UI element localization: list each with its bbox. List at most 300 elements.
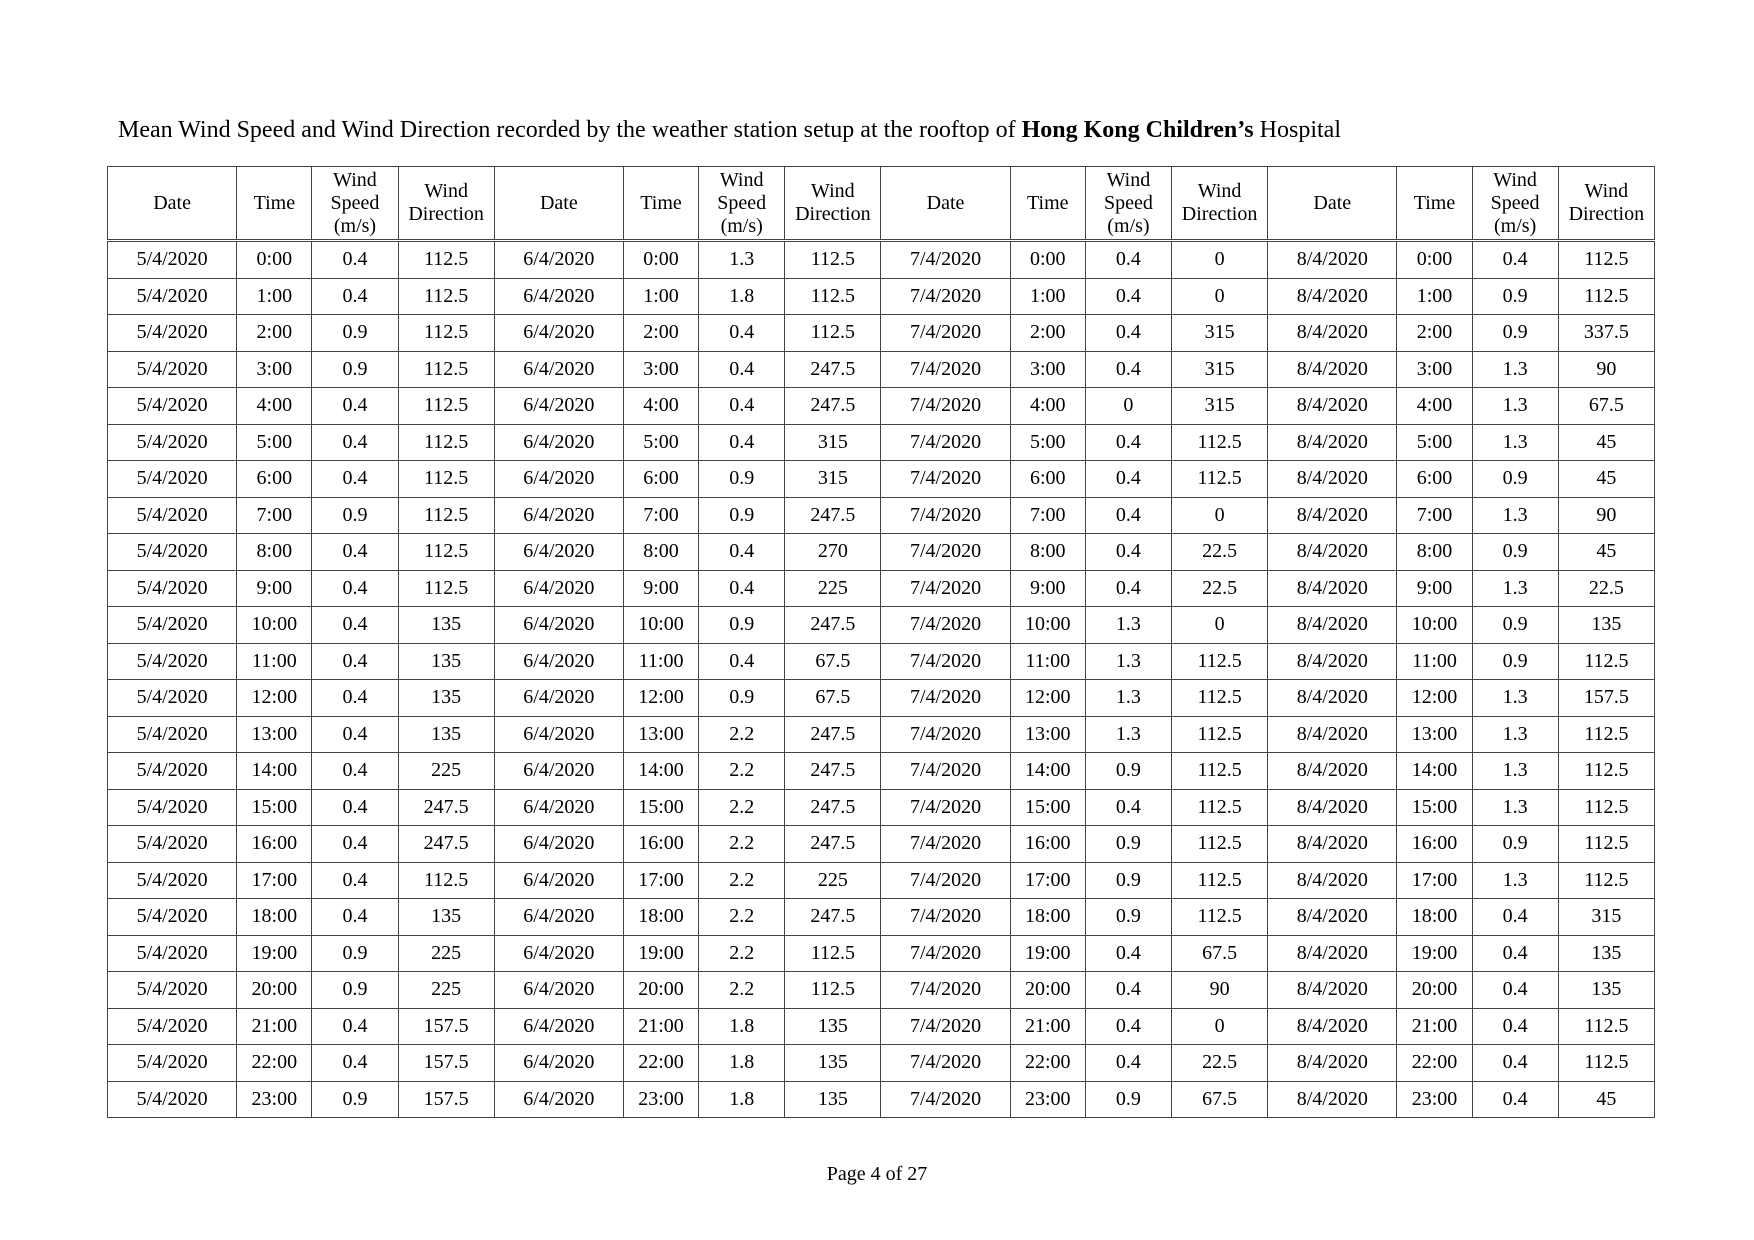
- title-suffix: Hospital: [1253, 117, 1341, 143]
- table-cell: 315: [1558, 899, 1654, 936]
- table-cell: 6/4/2020: [494, 1081, 623, 1118]
- table-cell: 5/4/2020: [108, 1008, 237, 1045]
- table-row: [108, 862, 1655, 899]
- table-cell: 112.5: [785, 315, 881, 352]
- table-cell: 112.5: [1171, 826, 1267, 863]
- table-cell: 4:00: [237, 388, 312, 425]
- table-cell: 2.2: [699, 862, 785, 899]
- table-cell: 0.9: [1085, 1081, 1171, 1118]
- table-row: [108, 935, 1655, 972]
- table-cell: 0.4: [312, 1045, 398, 1082]
- table-cell: 2.2: [699, 753, 785, 790]
- table-cell: 157.5: [398, 1008, 494, 1045]
- table-cell: 135: [398, 680, 494, 717]
- table-cell: 2:00: [1010, 315, 1085, 352]
- table-cell: 11:00: [237, 643, 312, 680]
- table-cell: 7:00: [1397, 497, 1472, 534]
- table-row: [108, 241, 1655, 279]
- table-cell: 112.5: [398, 497, 494, 534]
- table-row: [108, 753, 1655, 790]
- table-cell: 112.5: [1171, 461, 1267, 498]
- table-cell: 112.5: [1171, 753, 1267, 790]
- table-row: [108, 789, 1655, 826]
- table-cell: 0.9: [312, 1081, 398, 1118]
- table-cell: 112.5: [1171, 789, 1267, 826]
- table-cell: 1:00: [1010, 278, 1085, 315]
- table-cell: 1.8: [699, 1081, 785, 1118]
- table-cell: 1:00: [623, 278, 698, 315]
- table-cell: 17:00: [623, 862, 698, 899]
- table-cell: 4:00: [623, 388, 698, 425]
- table-cell: 5/4/2020: [108, 899, 237, 936]
- table-cell: 7/4/2020: [881, 388, 1010, 425]
- table-cell: 0: [1171, 278, 1267, 315]
- table-cell: 11:00: [1397, 643, 1472, 680]
- table-cell: 0: [1085, 388, 1171, 425]
- table-cell: 247.5: [785, 351, 881, 388]
- table-cell: 0.4: [312, 424, 398, 461]
- table-cell: 6/4/2020: [494, 935, 623, 972]
- table-cell: 247.5: [785, 716, 881, 753]
- table-cell: 7/4/2020: [881, 862, 1010, 899]
- table-cell: 6:00: [1010, 461, 1085, 498]
- table-cell: 8/4/2020: [1268, 789, 1397, 826]
- table-cell: 5/4/2020: [108, 1045, 237, 1082]
- table-cell: 5/4/2020: [108, 388, 237, 425]
- table-cell: 23:00: [623, 1081, 698, 1118]
- table-cell: 0.9: [1472, 607, 1558, 644]
- table-row: [108, 497, 1655, 534]
- table-cell: 1:00: [1397, 278, 1472, 315]
- column-header: Wind Direction: [398, 167, 494, 241]
- column-header: Date: [881, 167, 1010, 241]
- table-cell: 1.8: [699, 1008, 785, 1045]
- table-cell: 112.5: [1558, 643, 1654, 680]
- table-cell: 3:00: [237, 351, 312, 388]
- table-cell: 22.5: [1171, 570, 1267, 607]
- table-cell: 0.4: [312, 826, 398, 863]
- table-cell: 6/4/2020: [494, 972, 623, 1009]
- table-cell: 3:00: [1010, 351, 1085, 388]
- table-cell: 112.5: [1558, 826, 1654, 863]
- table-cell: 16:00: [1010, 826, 1085, 863]
- table-cell: 0.4: [312, 570, 398, 607]
- table-cell: 0.9: [312, 972, 398, 1009]
- table-cell: 0.4: [312, 680, 398, 717]
- table-cell: 6/4/2020: [494, 1045, 623, 1082]
- table-cell: 0.4: [1085, 278, 1171, 315]
- table-cell: 0.9: [312, 497, 398, 534]
- table-cell: 7/4/2020: [881, 497, 1010, 534]
- table-cell: 5/4/2020: [108, 716, 237, 753]
- table-cell: 112.5: [398, 241, 494, 279]
- table-cell: 20:00: [1010, 972, 1085, 1009]
- table-cell: 225: [398, 753, 494, 790]
- table-cell: 0.4: [1085, 315, 1171, 352]
- table-cell: 8/4/2020: [1268, 607, 1397, 644]
- table-cell: 225: [398, 972, 494, 1009]
- table-row: [108, 461, 1655, 498]
- table-cell: 1.3: [1472, 680, 1558, 717]
- table-cell: 135: [785, 1081, 881, 1118]
- table-cell: 112.5: [1171, 716, 1267, 753]
- table-cell: 247.5: [785, 497, 881, 534]
- table-cell: 4:00: [1010, 388, 1085, 425]
- table-cell: 0.9: [1472, 315, 1558, 352]
- table-cell: 270: [785, 534, 881, 571]
- table-cell: 18:00: [1010, 899, 1085, 936]
- table-cell: 3:00: [1397, 351, 1472, 388]
- table-cell: 0.4: [1085, 241, 1171, 279]
- table-cell: 7/4/2020: [881, 607, 1010, 644]
- table-cell: 5/4/2020: [108, 351, 237, 388]
- table-cell: 10:00: [1010, 607, 1085, 644]
- table-cell: 2.2: [699, 826, 785, 863]
- table-cell: 0:00: [237, 241, 312, 279]
- table-cell: 1.8: [699, 1045, 785, 1082]
- table-cell: 7/4/2020: [881, 278, 1010, 315]
- table-cell: 0.4: [699, 570, 785, 607]
- table-cell: 112.5: [785, 935, 881, 972]
- table-cell: 8/4/2020: [1268, 826, 1397, 863]
- table-cell: 247.5: [785, 826, 881, 863]
- table-cell: 8/4/2020: [1268, 935, 1397, 972]
- table-cell: 6/4/2020: [494, 497, 623, 534]
- table-cell: 7/4/2020: [881, 789, 1010, 826]
- table-cell: 13:00: [1010, 716, 1085, 753]
- table-cell: 112.5: [398, 534, 494, 571]
- table-cell: 0.9: [1472, 643, 1558, 680]
- column-header: Date: [1268, 167, 1397, 241]
- table-cell: 112.5: [1558, 1045, 1654, 1082]
- table-cell: 45: [1558, 534, 1654, 571]
- table-cell: 9:00: [1397, 570, 1472, 607]
- table-cell: 0.4: [699, 388, 785, 425]
- table-cell: 3:00: [623, 351, 698, 388]
- column-header: Time: [1397, 167, 1472, 241]
- table-cell: 10:00: [1397, 607, 1472, 644]
- table-cell: 2.2: [699, 899, 785, 936]
- wind-data-table: [107, 166, 1655, 1118]
- table-body: [108, 241, 1655, 1118]
- table-cell: 7/4/2020: [881, 753, 1010, 790]
- table-cell: 15:00: [1010, 789, 1085, 826]
- table-cell: 0.4: [312, 388, 398, 425]
- table-cell: 7/4/2020: [881, 351, 1010, 388]
- table-cell: 315: [1171, 351, 1267, 388]
- table-cell: 0.4: [312, 278, 398, 315]
- table-cell: 5/4/2020: [108, 497, 237, 534]
- table-cell: 0.4: [1085, 1008, 1171, 1045]
- table-cell: 225: [785, 862, 881, 899]
- table-cell: 7/4/2020: [881, 643, 1010, 680]
- table-cell: 7/4/2020: [881, 1045, 1010, 1082]
- table-cell: 16:00: [1397, 826, 1472, 863]
- table-cell: 0.4: [1472, 241, 1558, 279]
- table-cell: 5/4/2020: [108, 278, 237, 315]
- table-cell: 0.4: [1085, 972, 1171, 1009]
- table-cell: 6/4/2020: [494, 862, 623, 899]
- table-cell: 0.9: [1472, 534, 1558, 571]
- table-cell: 5/4/2020: [108, 935, 237, 972]
- table-cell: 0.4: [312, 643, 398, 680]
- table-cell: 0.4: [312, 862, 398, 899]
- table-cell: 6/4/2020: [494, 826, 623, 863]
- table-cell: 8/4/2020: [1268, 972, 1397, 1009]
- table-cell: 1:00: [237, 278, 312, 315]
- column-header: Wind Direction: [785, 167, 881, 241]
- table-cell: 112.5: [1171, 643, 1267, 680]
- table-cell: 17:00: [1397, 862, 1472, 899]
- table-cell: 2.2: [699, 789, 785, 826]
- table-cell: 5/4/2020: [108, 534, 237, 571]
- table-cell: 7:00: [1010, 497, 1085, 534]
- table-cell: 6/4/2020: [494, 753, 623, 790]
- table-cell: 6:00: [237, 461, 312, 498]
- table-cell: 0.4: [1472, 1008, 1558, 1045]
- table-cell: 7/4/2020: [881, 570, 1010, 607]
- table-cell: 112.5: [1558, 241, 1654, 279]
- table-cell: 6:00: [623, 461, 698, 498]
- table-cell: 45: [1558, 1081, 1654, 1118]
- table-cell: 8/4/2020: [1268, 862, 1397, 899]
- table-cell: 7/4/2020: [881, 534, 1010, 571]
- table-cell: 18:00: [1397, 899, 1472, 936]
- table-cell: 112.5: [1558, 862, 1654, 899]
- table-cell: 0.4: [1085, 935, 1171, 972]
- table-cell: 5/4/2020: [108, 607, 237, 644]
- table-cell: 8/4/2020: [1268, 461, 1397, 498]
- table-cell: 5:00: [1010, 424, 1085, 461]
- table-cell: 22.5: [1171, 534, 1267, 571]
- table-cell: 7/4/2020: [881, 680, 1010, 717]
- column-header: Wind Speed (m/s): [312, 167, 398, 241]
- table-cell: 8/4/2020: [1268, 278, 1397, 315]
- table-cell: 67.5: [1171, 1081, 1267, 1118]
- table-row: [108, 972, 1655, 1009]
- table-cell: 0.9: [1085, 899, 1171, 936]
- table-row: [108, 424, 1655, 461]
- table-cell: 22:00: [1010, 1045, 1085, 1082]
- table-cell: 13:00: [237, 716, 312, 753]
- table-cell: 112.5: [398, 388, 494, 425]
- column-header: Date: [108, 167, 237, 241]
- table-cell: 8/4/2020: [1268, 241, 1397, 279]
- table-cell: 112.5: [1171, 424, 1267, 461]
- table-cell: 0.9: [699, 497, 785, 534]
- table-cell: 7/4/2020: [881, 935, 1010, 972]
- table-cell: 23:00: [1397, 1081, 1472, 1118]
- page-title: [118, 117, 1341, 144]
- table-row: [108, 570, 1655, 607]
- table-cell: 112.5: [398, 351, 494, 388]
- column-header: Wind Speed (m/s): [699, 167, 785, 241]
- table-cell: 1.3: [1472, 351, 1558, 388]
- table-cell: 7:00: [623, 497, 698, 534]
- table-cell: 11:00: [623, 643, 698, 680]
- table-cell: 0.4: [1085, 351, 1171, 388]
- table-row: [108, 1008, 1655, 1045]
- table-cell: 0.4: [312, 607, 398, 644]
- table-cell: 112.5: [1558, 278, 1654, 315]
- table-cell: 315: [1171, 388, 1267, 425]
- table-cell: 22:00: [623, 1045, 698, 1082]
- table-cell: 8/4/2020: [1268, 570, 1397, 607]
- title-hospital-name: Hong Kong Children’s: [1021, 117, 1254, 143]
- table-cell: 14:00: [1397, 753, 1472, 790]
- table-cell: 5/4/2020: [108, 680, 237, 717]
- table-cell: 20:00: [623, 972, 698, 1009]
- table-cell: 1.3: [1085, 643, 1171, 680]
- table-cell: 20:00: [1397, 972, 1472, 1009]
- table-cell: 8:00: [1010, 534, 1085, 571]
- table-cell: 6/4/2020: [494, 680, 623, 717]
- table-cell: 0.4: [1085, 497, 1171, 534]
- table-cell: 10:00: [623, 607, 698, 644]
- table-cell: 1.3: [1085, 680, 1171, 717]
- table-cell: 7/4/2020: [881, 716, 1010, 753]
- table-cell: 112.5: [398, 315, 494, 352]
- table-cell: 225: [398, 935, 494, 972]
- table-cell: 6/4/2020: [494, 570, 623, 607]
- table-cell: 5/4/2020: [108, 424, 237, 461]
- table-cell: 247.5: [785, 607, 881, 644]
- table-cell: 135: [1558, 972, 1654, 1009]
- page-number: Page 4 of 27: [826, 1163, 928, 1185]
- table-row: [108, 1081, 1655, 1118]
- table-cell: 6/4/2020: [494, 388, 623, 425]
- table-cell: 1.3: [1472, 716, 1558, 753]
- table-cell: 157.5: [398, 1081, 494, 1118]
- table-cell: 0.9: [1085, 826, 1171, 863]
- title-prefix: Mean Wind Speed and Wind Direction recorded by the weather station setup at the rooftop of: [118, 117, 1022, 143]
- table-cell: 157.5: [1558, 680, 1654, 717]
- table-cell: 2.2: [699, 716, 785, 753]
- table-cell: 45: [1558, 424, 1654, 461]
- table-cell: 9:00: [623, 570, 698, 607]
- table-cell: 112.5: [1558, 1008, 1654, 1045]
- table-cell: 21:00: [1010, 1008, 1085, 1045]
- table-cell: 0.4: [1472, 1081, 1558, 1118]
- table-cell: 5/4/2020: [108, 643, 237, 680]
- table-cell: 14:00: [237, 753, 312, 790]
- table-row: [108, 278, 1655, 315]
- table-cell: 1.3: [1472, 497, 1558, 534]
- table-cell: 19:00: [1397, 935, 1472, 972]
- table-cell: 225: [785, 570, 881, 607]
- table-cell: 0.4: [1085, 424, 1171, 461]
- table-cell: 135: [398, 716, 494, 753]
- table-cell: 6:00: [1397, 461, 1472, 498]
- table-cell: 18:00: [237, 899, 312, 936]
- table-cell: 0: [1171, 497, 1267, 534]
- table-cell: 45: [1558, 461, 1654, 498]
- table-cell: 112.5: [398, 461, 494, 498]
- table-cell: 0.4: [1472, 1045, 1558, 1082]
- column-header: Wind Direction: [1558, 167, 1654, 241]
- table-cell: 7:00: [237, 497, 312, 534]
- column-header: Time: [1010, 167, 1085, 241]
- table-cell: 21:00: [237, 1008, 312, 1045]
- table-cell: 5/4/2020: [108, 789, 237, 826]
- table-cell: 0.4: [312, 789, 398, 826]
- table-cell: 135: [785, 1008, 881, 1045]
- table-cell: 6/4/2020: [494, 424, 623, 461]
- table-cell: 112.5: [785, 278, 881, 315]
- table-cell: 6/4/2020: [494, 899, 623, 936]
- table-cell: 112.5: [1558, 716, 1654, 753]
- table-row: [108, 534, 1655, 571]
- table-cell: 135: [398, 643, 494, 680]
- table-cell: 6/4/2020: [494, 315, 623, 352]
- table-cell: 0.9: [1085, 862, 1171, 899]
- table-cell: 315: [785, 424, 881, 461]
- table-cell: 22.5: [1171, 1045, 1267, 1082]
- table-cell: 0.9: [1472, 461, 1558, 498]
- table-cell: 315: [1171, 315, 1267, 352]
- table-cell: 0.9: [1472, 826, 1558, 863]
- table-cell: 7/4/2020: [881, 424, 1010, 461]
- table-cell: 6/4/2020: [494, 534, 623, 571]
- table-cell: 67.5: [785, 643, 881, 680]
- table-row: [108, 716, 1655, 753]
- table-cell: 90: [1171, 972, 1267, 1009]
- table-cell: 5/4/2020: [108, 241, 237, 279]
- table-cell: 6/4/2020: [494, 607, 623, 644]
- table-cell: 9:00: [237, 570, 312, 607]
- table-cell: 0.9: [1472, 278, 1558, 315]
- table-cell: 0.9: [312, 351, 398, 388]
- table-cell: 5/4/2020: [108, 570, 237, 607]
- table-cell: 22.5: [1558, 570, 1654, 607]
- table-cell: 9:00: [1010, 570, 1085, 607]
- table-cell: 22:00: [237, 1045, 312, 1082]
- table-cell: 0: [1171, 607, 1267, 644]
- table-cell: 247.5: [785, 789, 881, 826]
- table-cell: 0.9: [699, 461, 785, 498]
- table-header-row: [108, 167, 1655, 241]
- table-cell: 112.5: [398, 278, 494, 315]
- table-cell: 1.3: [1472, 388, 1558, 425]
- table-cell: 6/4/2020: [494, 716, 623, 753]
- table-row: [108, 899, 1655, 936]
- table-cell: 0.4: [312, 899, 398, 936]
- column-header: Wind Direction: [1171, 167, 1267, 241]
- table-cell: 1.3: [699, 241, 785, 279]
- table-cell: 16:00: [237, 826, 312, 863]
- table-cell: 8/4/2020: [1268, 1008, 1397, 1045]
- table-cell: 5/4/2020: [108, 1081, 237, 1118]
- table-cell: 135: [1558, 935, 1654, 972]
- column-header: Wind Speed (m/s): [1472, 167, 1558, 241]
- table-row: [108, 315, 1655, 352]
- table-cell: 0.4: [699, 643, 785, 680]
- table-cell: 13:00: [623, 716, 698, 753]
- table-cell: 0.4: [699, 315, 785, 352]
- table-cell: 247.5: [398, 826, 494, 863]
- table-cell: 5/4/2020: [108, 461, 237, 498]
- table-cell: 135: [785, 1045, 881, 1082]
- table-row: [108, 680, 1655, 717]
- table-cell: 12:00: [623, 680, 698, 717]
- table-cell: 1.3: [1472, 570, 1558, 607]
- table-cell: 1.3: [1472, 862, 1558, 899]
- table-cell: 12:00: [237, 680, 312, 717]
- table-cell: 4:00: [1397, 388, 1472, 425]
- column-header: Time: [237, 167, 312, 241]
- table-cell: 135: [398, 607, 494, 644]
- table-cell: 6/4/2020: [494, 241, 623, 279]
